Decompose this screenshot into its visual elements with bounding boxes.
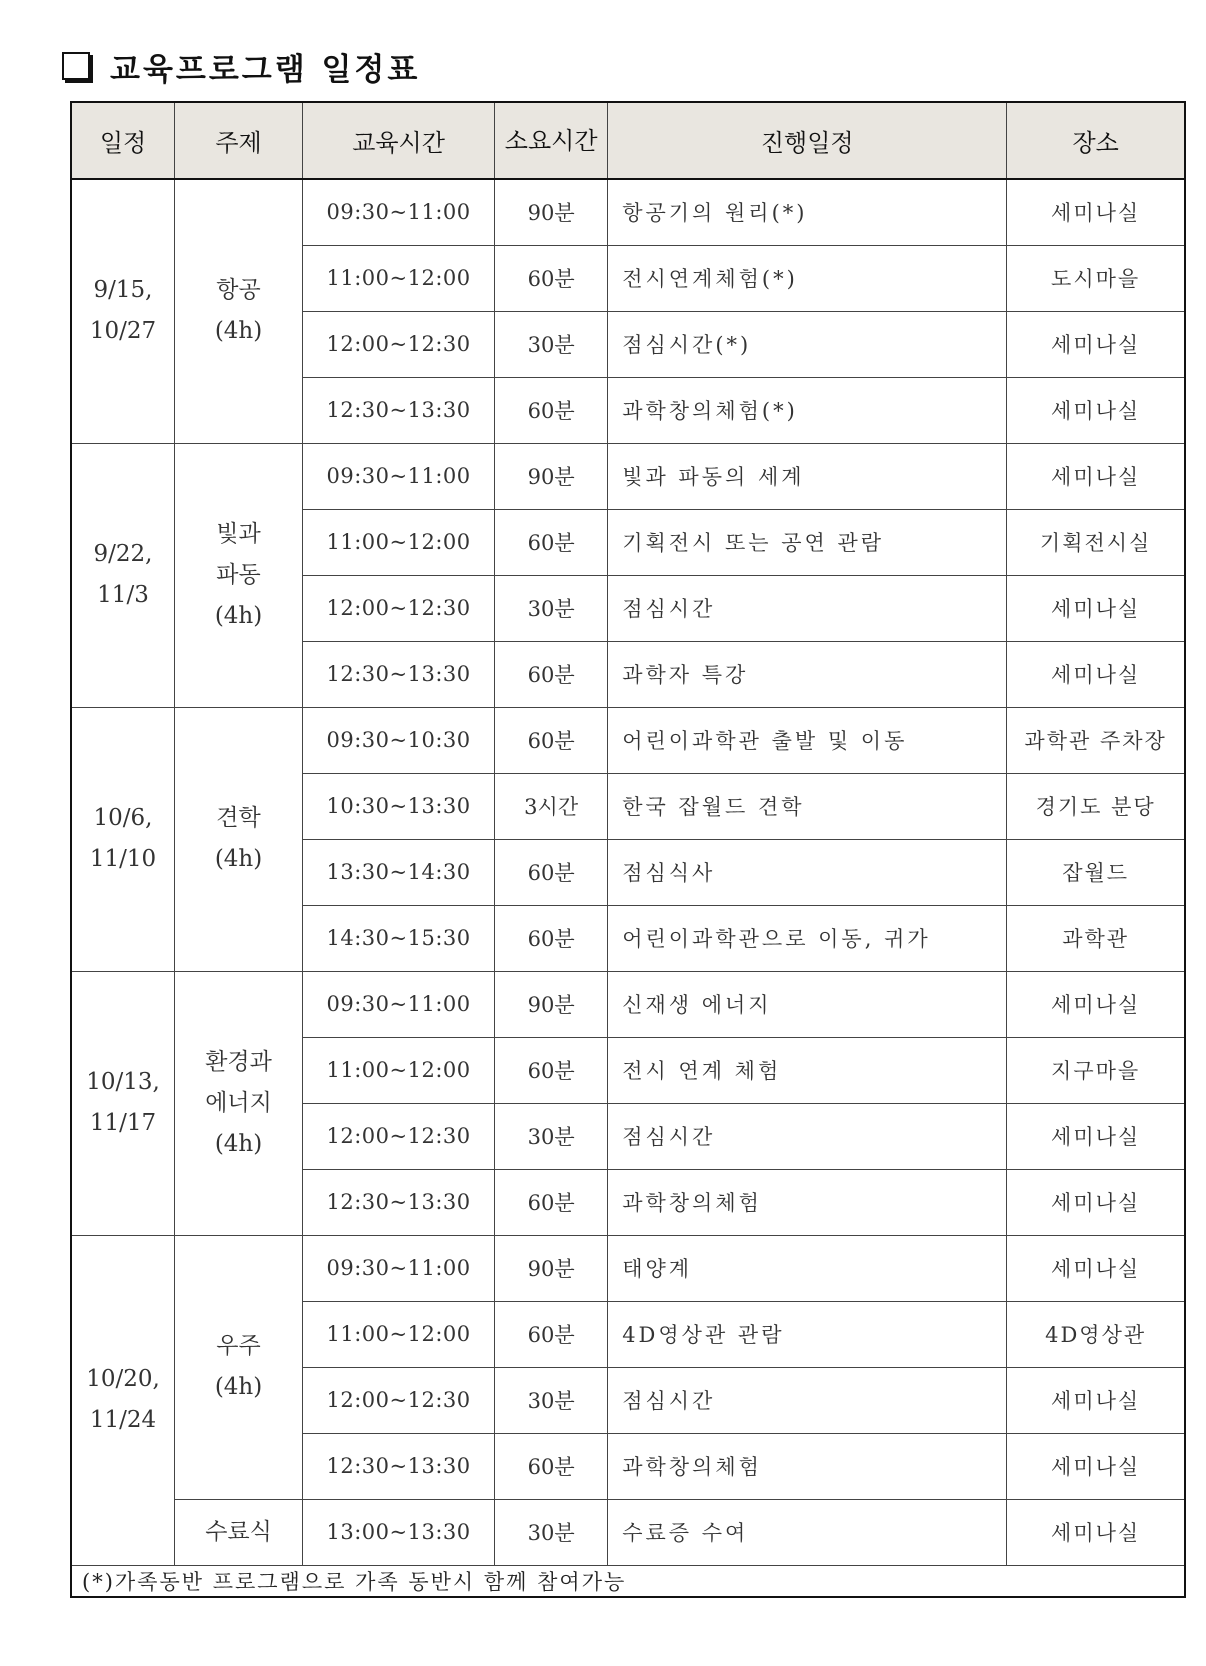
- time-cell: 12:30~13:30: [303, 377, 495, 443]
- duration-cell: 60분: [495, 377, 608, 443]
- date-cell: 9/22, 11/3: [71, 443, 175, 707]
- date-cell: 10/6, 11/10: [71, 707, 175, 971]
- table-row: [71, 707, 1185, 773]
- duration-cell: 60분: [495, 245, 608, 311]
- topic-cell: 우주 (4h): [175, 1235, 303, 1499]
- duration-cell: 90분: [495, 971, 608, 1037]
- place-cell: 세미나실: [1007, 1235, 1185, 1301]
- table-row: [71, 443, 1185, 509]
- time-cell: 10:30~13:30: [303, 773, 495, 839]
- activity-cell: 전시연계체험(*): [608, 245, 1007, 311]
- time-cell: 12:00~12:30: [303, 1367, 495, 1433]
- place-cell: 세미나실: [1007, 1169, 1185, 1235]
- topic-cell: 항공 (4h): [175, 179, 303, 443]
- time-cell: 09:30~11:00: [303, 1235, 495, 1301]
- time-cell: 12:00~12:30: [303, 311, 495, 377]
- place-cell: 세미나실: [1007, 1499, 1185, 1565]
- activity-cell: 항공기의 원리(*): [608, 179, 1007, 245]
- duration-cell: 60분: [495, 1433, 608, 1499]
- activity-cell: 어린이과학관 출발 및 이동: [608, 707, 1007, 773]
- duration-cell: 60분: [495, 509, 608, 575]
- activity-cell: 어린이과학관으로 이동, 귀가: [608, 905, 1007, 971]
- place-cell: 세미나실: [1007, 179, 1185, 245]
- time-cell: 12:00~12:30: [303, 575, 495, 641]
- topic-cell: 빛과 파동 (4h): [175, 443, 303, 707]
- time-cell: 13:30~14:30: [303, 839, 495, 905]
- duration-cell: 60분: [495, 1301, 608, 1367]
- place-cell: 세미나실: [1007, 575, 1185, 641]
- topic-cell-ceremony: 수료식: [175, 1499, 303, 1565]
- time-cell: 12:30~13:30: [303, 1433, 495, 1499]
- duration-cell: 30분: [495, 311, 608, 377]
- place-cell: 세미나실: [1007, 311, 1185, 377]
- table-row: [71, 971, 1185, 1037]
- activity-cell: 과학창의체험(*): [608, 377, 1007, 443]
- activity-cell: 점심식사: [608, 839, 1007, 905]
- place-cell: 세미나실: [1007, 1433, 1185, 1499]
- place-cell: 잡월드: [1007, 839, 1185, 905]
- time-cell: 09:30~11:00: [303, 179, 495, 245]
- duration-cell: 30분: [495, 1367, 608, 1433]
- duration-cell: 60분: [495, 707, 608, 773]
- duration-cell: 60분: [495, 839, 608, 905]
- place-cell: 세미나실: [1007, 971, 1185, 1037]
- time-cell: 11:00~12:00: [303, 509, 495, 575]
- place-cell: 경기도 분당: [1007, 773, 1185, 839]
- time-cell: 09:30~11:00: [303, 971, 495, 1037]
- time-cell: 11:00~12:00: [303, 1037, 495, 1103]
- duration-cell: 3시간: [495, 773, 608, 839]
- duration-cell: 90분: [495, 443, 608, 509]
- schedule-table: [70, 101, 1186, 1598]
- activity-cell: 전시 연계 체험: [608, 1037, 1007, 1103]
- duration-cell: 60분: [495, 905, 608, 971]
- duration-cell: 30분: [495, 1103, 608, 1169]
- place-cell: 세미나실: [1007, 1103, 1185, 1169]
- topic-cell: 견학 (4h): [175, 707, 303, 971]
- table-row: [71, 179, 1185, 245]
- date-cell: 10/20, 11/24: [71, 1235, 175, 1565]
- table-row: [71, 1499, 1185, 1565]
- time-cell: 12:30~13:30: [303, 641, 495, 707]
- checkbox-icon: [62, 52, 90, 80]
- note-row: [71, 1565, 1185, 1597]
- duration-cell: 60분: [495, 641, 608, 707]
- activity-cell: 과학창의체험: [608, 1169, 1007, 1235]
- activity-cell: 수료증 수여: [608, 1499, 1007, 1565]
- time-cell: 12:00~12:30: [303, 1103, 495, 1169]
- time-cell: 11:00~12:00: [303, 245, 495, 311]
- place-cell: 과학관: [1007, 905, 1185, 971]
- place-cell: 세미나실: [1007, 1367, 1185, 1433]
- duration-cell: 60분: [495, 1169, 608, 1235]
- place-cell: 세미나실: [1007, 377, 1185, 443]
- duration-cell: 90분: [495, 1235, 608, 1301]
- place-cell: 세미나실: [1007, 641, 1185, 707]
- activity-cell: 점심시간(*): [608, 311, 1007, 377]
- activity-cell: 한국 잡월드 견학: [608, 773, 1007, 839]
- activity-cell: 기획전시 또는 공연 관람: [608, 509, 1007, 575]
- date-cell: 9/15, 10/27: [71, 179, 175, 443]
- place-cell: 기획전시실: [1007, 509, 1185, 575]
- duration-cell: 30분: [495, 575, 608, 641]
- topic-cell: 환경과 에너지 (4h): [175, 971, 303, 1235]
- place-cell: 도시마을: [1007, 245, 1185, 311]
- header-topic: 주제: [175, 102, 303, 179]
- document-title: [62, 44, 420, 88]
- time-cell: 09:30~10:30: [303, 707, 495, 773]
- activity-cell: 점심시간: [608, 1103, 1007, 1169]
- date-cell: 10/13, 11/17: [71, 971, 175, 1235]
- activity-cell: 점심시간: [608, 575, 1007, 641]
- activity-cell: 태양계: [608, 1235, 1007, 1301]
- time-cell: 13:00~13:30: [303, 1499, 495, 1565]
- place-cell: 세미나실: [1007, 443, 1185, 509]
- time-cell: 11:00~12:00: [303, 1301, 495, 1367]
- footnote: (*)가족동반 프로그램으로 가족 동반시 함께 참여가능: [71, 1565, 1185, 1597]
- duration-cell: 30분: [495, 1499, 608, 1565]
- time-cell: 09:30~11:00: [303, 443, 495, 509]
- duration-cell: 60분: [495, 1037, 608, 1103]
- activity-cell: 점심시간: [608, 1367, 1007, 1433]
- activity-cell: 과학창의체험: [608, 1433, 1007, 1499]
- header-schedule: 진행일정: [608, 102, 1007, 179]
- activity-cell: 빛과 파동의 세계: [608, 443, 1007, 509]
- activity-cell: 4D영상관 관람: [608, 1301, 1007, 1367]
- header-row: [71, 102, 1185, 179]
- header-duration: 소요시간: [495, 102, 608, 179]
- time-cell: 12:30~13:30: [303, 1169, 495, 1235]
- time-cell: 14:30~15:30: [303, 905, 495, 971]
- place-cell: 지구마을: [1007, 1037, 1185, 1103]
- activity-cell: 신재생 에너지: [608, 971, 1007, 1037]
- title-text: 교육프로그램 일정표: [110, 51, 421, 88]
- activity-cell: 과학자 특강: [608, 641, 1007, 707]
- header-date: 일정: [71, 102, 175, 179]
- duration-cell: 90분: [495, 179, 608, 245]
- place-cell: 과학관 주차장: [1007, 707, 1185, 773]
- table-row: [71, 1235, 1185, 1301]
- place-cell: 4D영상관: [1007, 1301, 1185, 1367]
- header-time: 교육시간: [303, 102, 495, 179]
- header-place: 장소: [1007, 102, 1185, 179]
